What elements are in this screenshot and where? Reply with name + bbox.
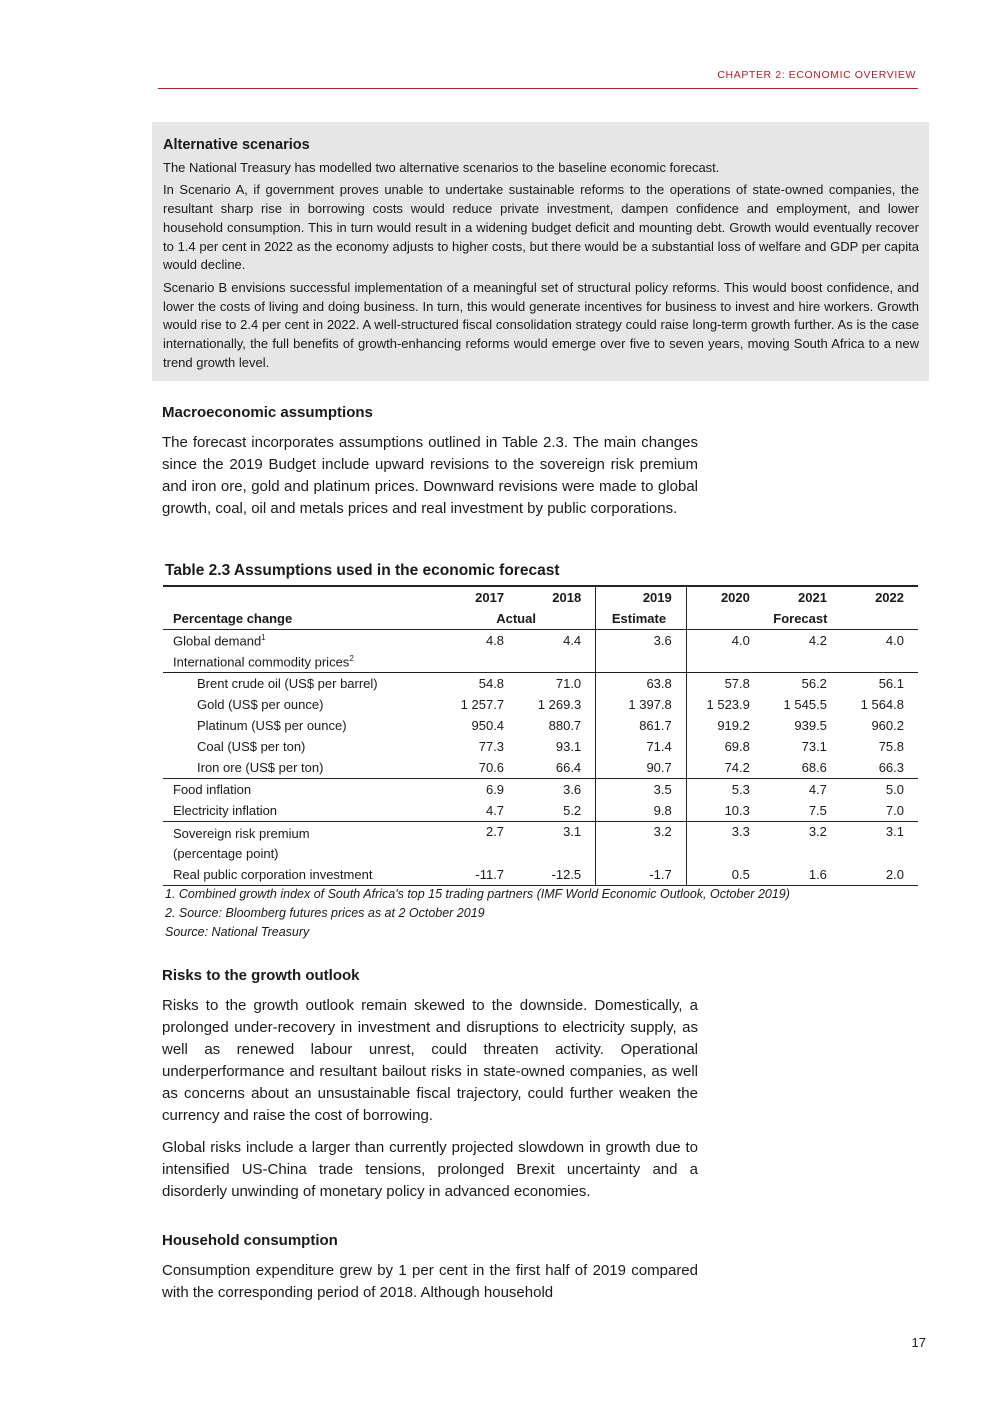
section-paragraph: Risks to the growth outlook remain skewed to the downside. Domestically, a prolonged under-recovery in investment and disruptions to electricity supply, as well as renewed labour unrest, could threaten activity. Operational underperformance and resultant bailout risks in state-owned companies, as well as concerns about an unsustainable fiscal trajectory, could further weaken the currency and raise the cost of borrowing. (162, 997, 698, 1124)
cell: 74.2 (686, 757, 764, 779)
page-number: 17 (911, 1335, 926, 1350)
row-header-label: Percentage change (163, 608, 441, 630)
cell: 1 257.7 (460, 697, 505, 712)
group-label-estimate: Estimate (596, 608, 687, 630)
table-row (163, 779, 918, 801)
table-row (163, 800, 918, 822)
macro-section (162, 404, 698, 530)
cell: 63.8 (596, 673, 687, 695)
cell: 7.0 (885, 803, 904, 818)
cell: 6.9 (441, 779, 518, 801)
cell: 939.5 (794, 718, 827, 733)
assumptions-table (163, 585, 918, 886)
cell: 950.4 (471, 718, 505, 733)
footnote-marker: 1 (261, 632, 266, 642)
table-header-row (163, 586, 918, 608)
cell: 3.5 (596, 779, 687, 801)
cell: 69.8 (686, 736, 764, 757)
cell: 7.5 (808, 803, 827, 818)
cell: 73.1 (801, 739, 827, 754)
table-row (163, 673, 918, 695)
cell: 0.5 (686, 864, 764, 886)
cell: 919.2 (686, 715, 764, 736)
year-header: 2017 (441, 586, 518, 608)
row-label: Real public corporation investment (163, 864, 441, 886)
section-heading: Risks to the growth outlook (162, 967, 360, 984)
cell: 5.0 (841, 779, 918, 801)
cell: 56.1 (841, 673, 918, 695)
row-label: Gold (US$ per ounce) (197, 697, 324, 712)
cell: 10.3 (686, 800, 764, 822)
table-row (163, 757, 918, 779)
year-header: 2022 (841, 586, 918, 608)
cell: 9.8 (596, 800, 687, 822)
cell: 3.3 (686, 822, 764, 865)
cell: 3.2 (764, 822, 841, 865)
table-row (163, 715, 918, 736)
table-notes (165, 885, 790, 942)
cell: 3.1 (518, 822, 596, 865)
year-header: 2021 (764, 586, 841, 608)
cell: 1 397.8 (596, 694, 687, 715)
year-header: 2018 (518, 586, 596, 608)
cell: 1 545.5 (783, 697, 827, 712)
cell: 960.2 (871, 718, 904, 733)
cell: 90.7 (596, 757, 687, 779)
group-label-actual: Actual (441, 608, 596, 630)
section-heading: Household consumption (162, 1232, 338, 1249)
cell: 1 523.9 (686, 694, 764, 715)
cell: 66.3 (878, 760, 904, 775)
cell: 1.6 (764, 864, 841, 886)
row-label: Food inflation (163, 779, 441, 801)
box-paragraph: Scenario B envisions successful implementation of a meaningful set of structural policy reforms. This would boost confidence, and lower the costs of living and doing business. In turn, this would generate incentives for business to invest and hire workers. Growth would rise to 2.4 per cent in 2022. A well-structured fiscal consolidation strategy could raise long-term growth further. As is the case internationally, the full benefits of growth-enhancing reforms would emerge over five to seven years, moving South Africa to a new trend growth level. (163, 279, 919, 370)
table-row (163, 822, 918, 865)
cell: 93.1 (555, 739, 582, 754)
row-label: International commodity prices (173, 654, 350, 670)
cell: 66.4 (555, 760, 582, 775)
cell: 3.6 (518, 779, 596, 801)
cell: 1 269.3 (537, 697, 582, 712)
table-row (163, 694, 918, 715)
footnote-marker: 2 (349, 653, 354, 663)
cell: 57.8 (686, 673, 764, 695)
section-paragraph: Global risks include a larger than currently projected slowdown in growth due to intensified US-China trade tensions, prolonged Brexit uncertainty and a disorderly unwinding of monetary policy in advanced economies. (162, 1139, 698, 1200)
cell: 5.2 (563, 803, 582, 818)
risks-section (162, 967, 698, 1213)
row-label: Coal (US$ per ton) (197, 739, 306, 754)
cell: 56.2 (764, 673, 841, 695)
group-label-forecast: Forecast (686, 608, 918, 630)
cell: 3.1 (841, 822, 918, 865)
table-title: Table 2.3 Assumptions used in the economic forecast (165, 562, 560, 579)
section-paragraph: Consumption expenditure grew by 1 per cent in the first half of 2019 compared with the corresponding period of 2018. Although household (162, 1262, 698, 1301)
household-section (162, 1232, 698, 1314)
cell: 1 564.8 (860, 697, 904, 712)
cell: 4.2 (808, 633, 827, 648)
cell: 4.7 (764, 779, 841, 801)
box-paragraph: The National Treasury has modelled two alternative scenarios to the baseline economic forecast. (163, 159, 720, 175)
cell: -12.5 (518, 864, 596, 886)
footnote: 1. Combined growth index of South Africa's top 15 trading partners (IMF World Economic Outlook, October 2019) (165, 887, 790, 901)
year-header: 2019 (596, 586, 687, 608)
row-label: Iron ore (US$ per ton) (197, 760, 324, 775)
cell: 71.0 (518, 673, 596, 695)
table-row (163, 736, 918, 757)
row-label: Sovereign risk premium (173, 826, 310, 841)
box-paragraph: In Scenario A, if government proves unable to undertake sustainable reforms to the operations of state-owned companies, the resultant sharp rise in borrowing costs would reduce private investment, dampen confidence and employment, and lower household consumption. This in turn would result in a widening budget deficit and mounting debt. Growth would eventually recover to 1.4 per cent in 2022 as the economy adjusts to higher costs, but there would be a substantial loss of welfare and GDP per capita would decline. (163, 182, 919, 273)
cell: 68.6 (801, 760, 827, 775)
chapter-header: CHAPTER 2: ECONOMIC OVERVIEW (717, 69, 916, 81)
cell: 2.7 (441, 822, 518, 865)
section-paragraph: The forecast incorporates assumptions outlined in Table 2.3. The main changes since the 2019 Budget include upward revisions to the sovereign risk premium and iron ore, gold and platinum prices. Downward revisions were made to global growth, coal, oil and metals prices and real investment by public corporations. (162, 434, 698, 517)
cell: 2.0 (841, 864, 918, 886)
header-divider (158, 88, 918, 89)
source-note: Source: National Treasury (165, 925, 310, 939)
cell: 861.7 (596, 715, 687, 736)
cell: 4.0 (885, 633, 904, 648)
cell: 75.8 (878, 739, 904, 754)
cell: 54.8 (441, 673, 518, 695)
row-label: Brent crude oil (US$ per barrel) (163, 673, 441, 695)
row-label: Platinum (US$ per ounce) (197, 718, 347, 733)
cell: 880.7 (548, 718, 582, 733)
cell: 71.4 (596, 736, 687, 757)
year-header: 2020 (686, 586, 764, 608)
cell: 3.6 (596, 630, 687, 652)
row-label: Global demand (173, 633, 262, 649)
table-row (163, 864, 918, 886)
cell: 77.3 (478, 739, 505, 754)
box-title: Alternative scenarios (163, 137, 310, 153)
row-label-continued: (percentage point) (173, 846, 279, 861)
row-label: Electricity inflation (173, 803, 278, 818)
footnote: 2. Source: Bloomberg futures prices as at 2 October 2019 (165, 906, 485, 920)
cell: 4.7 (485, 803, 505, 818)
cell: 4.8 (485, 633, 505, 648)
cell: -1.7 (596, 864, 687, 886)
section-heading: Macroeconomic assumptions (162, 404, 373, 421)
cell: -11.7 (441, 864, 518, 886)
cell: 5.3 (686, 779, 764, 801)
cell: 4.4 (563, 633, 582, 648)
table-group-row (163, 608, 918, 630)
table-row (163, 630, 918, 652)
table-row (163, 651, 918, 673)
cell: 4.0 (686, 630, 764, 652)
cell: 70.6 (478, 760, 505, 775)
alternative-scenarios-box (152, 122, 929, 381)
cell: 3.2 (596, 822, 687, 865)
